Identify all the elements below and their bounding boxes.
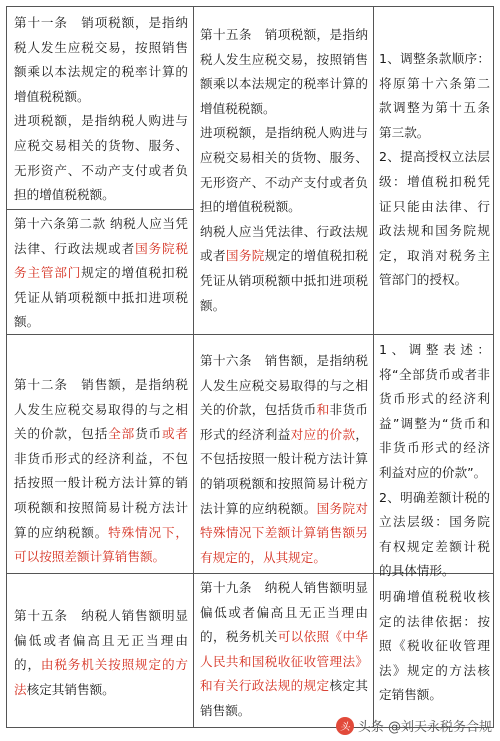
text-segment: 核定其销售额。: [200, 678, 369, 718]
row1-right-p1: [379, 47, 490, 145]
text-segment: 规定的增值税扣税凭证从销项税额中抵扣进项税额。: [14, 265, 189, 330]
text-segment: 货币: [135, 426, 162, 442]
row3-right: [379, 585, 490, 708]
toutiao-logo-icon: 头: [336, 717, 354, 735]
row1-right: [379, 47, 490, 293]
column-divider: [193, 7, 194, 727]
highlighted-text: 由税务机关按照规定的方法: [14, 657, 189, 697]
text-segment: 第十五条 纳税人销售额明显偏低或者偏高且无正当理由的，: [14, 608, 188, 673]
column-divider: [373, 7, 374, 727]
row1-left-p2: [14, 109, 188, 207]
text-segment: 第十六条 销售额，是指纳税人发生应税交易取得的与之相关的价款，包括货币: [200, 353, 368, 418]
row2-middle: [200, 349, 368, 570]
highlighted-text: 国务院对特殊情况下差额计算销售额另有规定的，从其规定。: [200, 500, 369, 565]
row1-middle-p1: [200, 23, 368, 121]
text-segment: ，不包括按照一般计税方法计算的销项税额和按照简易计税方法计算的应纳税额。: [200, 426, 369, 516]
row3-left: [14, 604, 188, 702]
text-segment: 第十六条第二款 纳税人应当凭法律、行政法规或者: [14, 216, 188, 256]
text-segment: 1、调整条款顺序：将原第十六条第二款调整为第十五条第三款。: [379, 51, 490, 140]
row1-left-p3: [14, 212, 188, 335]
row2-left-p1: [14, 373, 188, 570]
row2-right-p2: [379, 486, 490, 584]
text-segment: 非货币形式的经济利益，不包括按照一般计税方法计算的销项税额和按照简易计税方法计算的应纳税额。: [14, 450, 188, 540]
text-segment: 第十五条 销项税额，是指纳税人发生应税交易，按照销售额乘以本法规定的税率计算的增值税税额。: [200, 27, 368, 116]
text-segment: 明确增值税税收核定的法律依据：按照《税收征收管理法》规定的方法核定销售额。: [379, 589, 490, 703]
row3-left-p1: [14, 604, 188, 702]
text-segment: 2、明确差额计税的立法层级：国务院有权规定差额计税的具体情形。: [379, 489, 490, 579]
row1-left-upper: [14, 11, 188, 208]
row2-right-p1: [379, 338, 490, 486]
row3-right-p1: [379, 585, 490, 708]
text-segment: 第十九条 纳税人销售额明显偏低或者偏高且无正当理由的，税务机关: [200, 580, 368, 645]
row1-right-p2: [379, 145, 490, 293]
cell-divider: [7, 209, 193, 210]
watermark-text: 头条 @刘天永税务合规: [357, 720, 492, 735]
text-segment: 进项税额，是指纳税人购进与应税交易相关的货物、服务、无形资产、不动产支付或者负担的增值税税额。: [200, 125, 368, 215]
highlighted-text: 国务院: [225, 248, 265, 264]
watermark: [336, 716, 492, 735]
row1-left-p1: [14, 11, 188, 109]
text-segment: 第十一条 销项税额，是指纳税人发生应税交易，按照销售额乘以本法规定的税率计算的增值税税额。: [14, 15, 188, 104]
row2-right: [379, 338, 490, 584]
highlighted-text: 对应的价款: [290, 426, 356, 442]
text-segment: 进项税额，是指纳税人购进与应税交易相关的货物、服务、无形资产、不动产支付或者负担的增值税税额。: [14, 113, 188, 203]
highlighted-text: 全部: [108, 426, 136, 442]
highlighted-text: 或者: [161, 426, 189, 442]
text-segment: 2、提高授权立法层级：增值税扣税凭证只能由法律、行政法规和国务院规定，取消对税务主管部门的授权。: [379, 149, 490, 288]
text-segment: 第十二条 销售额，是指纳税人发生应税交易取得的与之相关的价款，包括: [14, 377, 188, 442]
row2-middle-p1: [200, 349, 368, 570]
highlighted-text: 国务院税务主管部门: [14, 240, 189, 281]
text-segment: 核定其销售额。: [26, 681, 115, 697]
row3-middle-p1: [200, 576, 368, 724]
row3-middle: [200, 576, 368, 724]
text-segment: 1、调整表述：将“全部货币或者非货币形式的经济利益”调整为“货币和非货币形式的经济利益对应的价款”。: [379, 342, 490, 480]
row1-middle: [200, 23, 368, 318]
comparison-table: [6, 6, 494, 728]
text-segment: 非货币形式的经济利益: [200, 402, 369, 442]
row1-middle-p3: [200, 220, 368, 318]
highlighted-text: 和: [316, 402, 330, 418]
row1-middle-p2: [200, 121, 368, 219]
text-segment: 纳税人应当凭法律、行政法规或者: [200, 223, 368, 264]
highlighted-text: 可以依照《中华人民共和国税收征收管理法》和有关行政法规的规定: [200, 629, 369, 694]
row2-left: [14, 373, 188, 570]
row1-left-lower: [14, 212, 188, 335]
highlighted-text: 特殊情况下，可以按照差额计算销售额。: [14, 524, 189, 565]
text-segment: 规定的增值税扣税凭证从销项税额中抵扣进项税额。: [200, 248, 369, 313]
